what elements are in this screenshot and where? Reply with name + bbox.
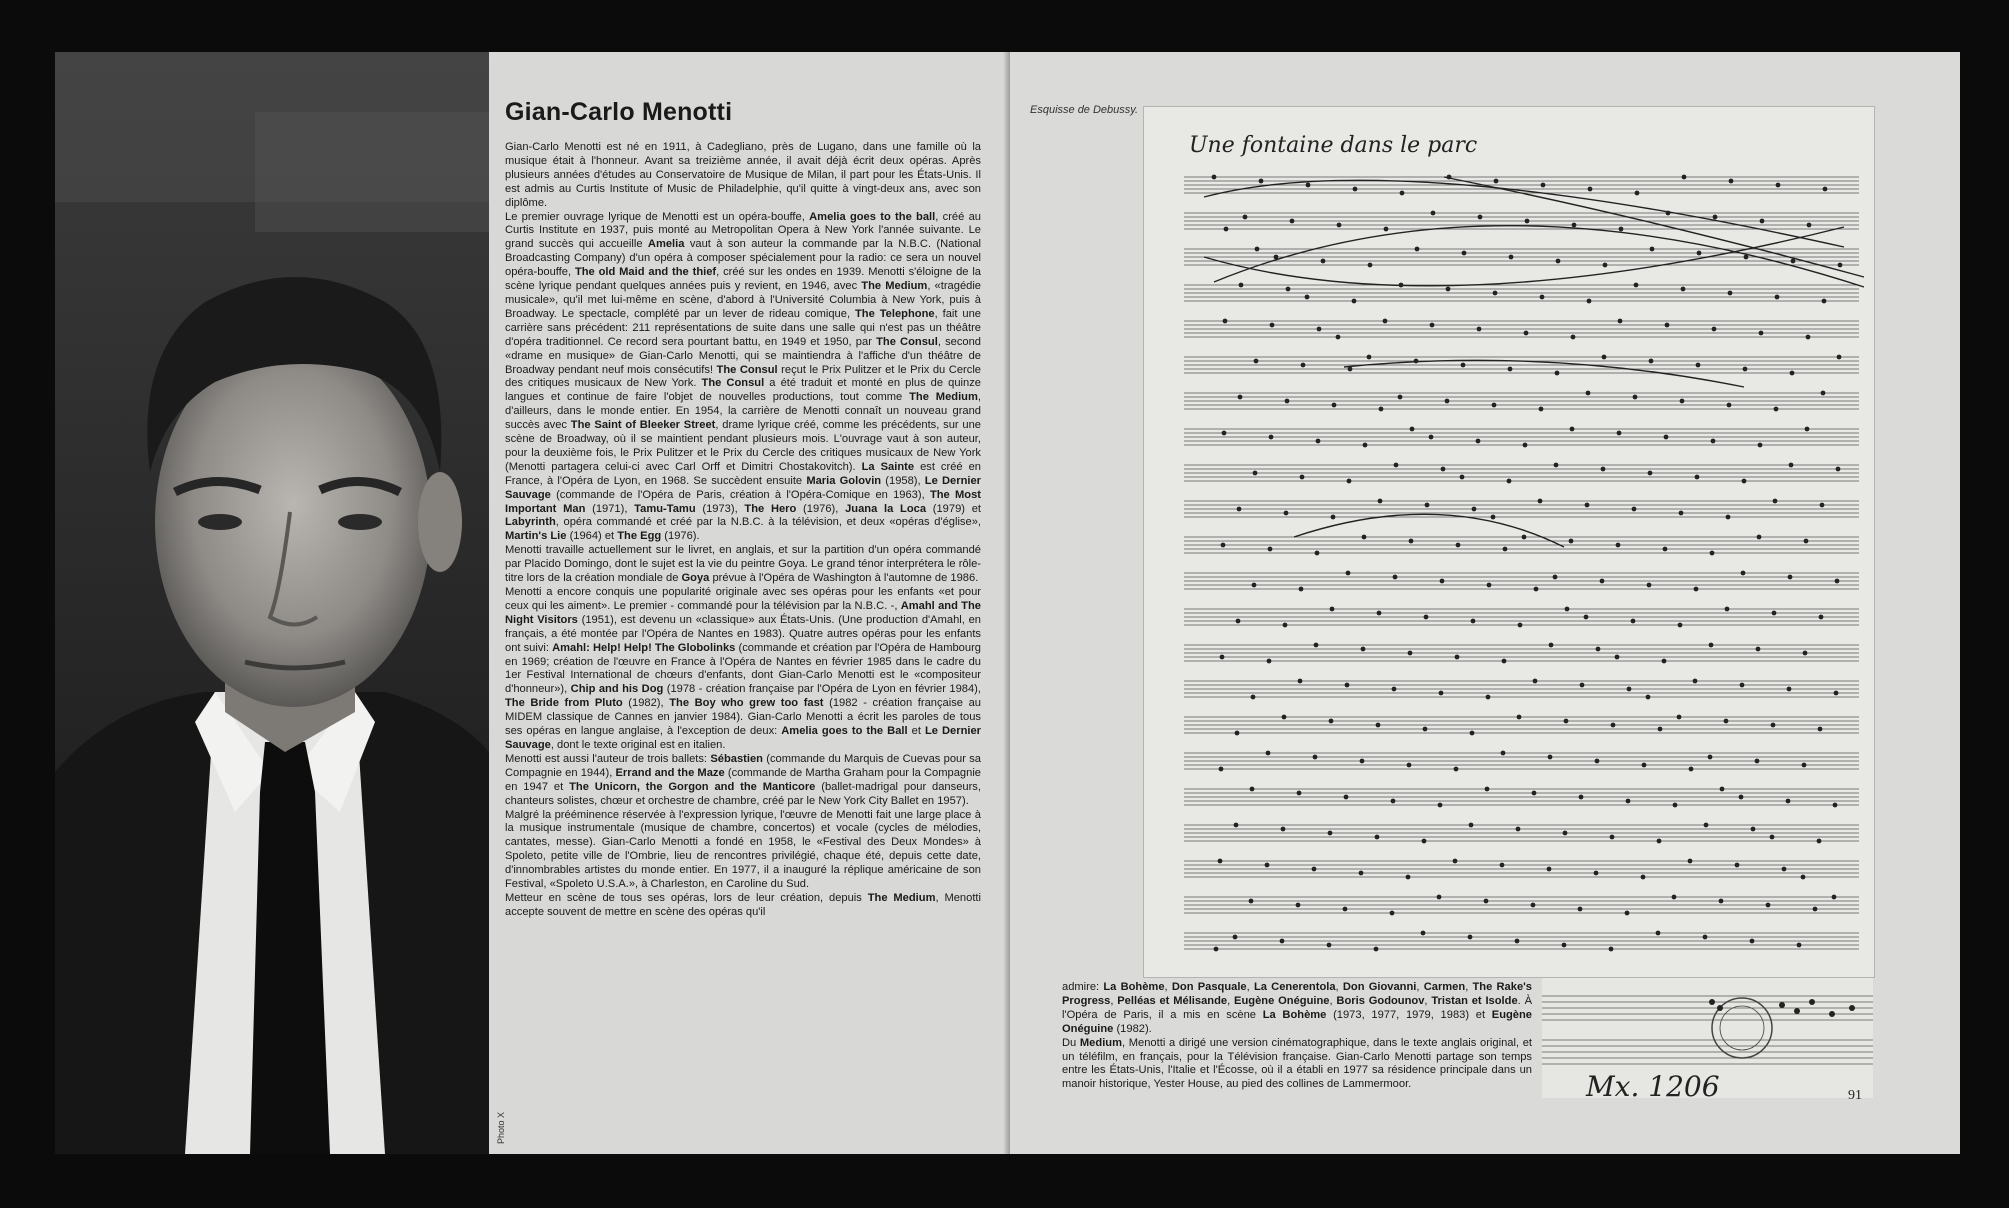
text-run: , «tragédie musicale», qu'il met lui-même en scène, d'abord à l'Université Columbia à New York, puis à Broadway. Le spectacle, complété par un lever de rideau comique, <box>505 280 982 320</box>
text-run: vaut à son auteur la commande par la N.B.C. (National Broadcasting Company) d'un opéra à composer spécialement pour la radio: ce sera un nouvel opéra-bouffe, <box>505 238 982 279</box>
page-number: 91 <box>1848 1088 1862 1103</box>
work-title: The Most Important Man <box>505 488 981 515</box>
text-run: (1982), <box>622 697 670 710</box>
work-title: La Sainte <box>861 460 915 473</box>
work-title: La Cenerentola <box>1253 981 1336 993</box>
work-title: Amahl and The Night Visitors <box>505 599 981 626</box>
text-run: Metteur en scène de tous ses opéras, lors de leur création, depuis <box>505 891 868 904</box>
text-run: , créé sur les ondes en 1939. Menotti s'éloigne de la scène lyrique pendant quelques années puis y revient, en 1946, avec <box>505 266 981 293</box>
article <box>505 98 981 920</box>
text-run: est créé en France, à l'Opéra de Lyon, en 1968. Se succèdent ensuite <box>505 460 982 487</box>
figure-caption: Esquisse de Debussy. <box>1030 104 1139 116</box>
work-title: Pelléas et Mélisande <box>1117 994 1228 1007</box>
text-run: reçut le Prix Pulitzer et le Prix du Cercle des critiques musicaux de New York. <box>505 363 981 390</box>
work-title: The Telephone <box>854 307 935 320</box>
text-run: , d'ailleurs, dans le monde entier. En 1954, la carrière de Menotti connaît un nouveau grand succès avec <box>505 391 981 432</box>
work-title: Le Dernier Sauvage <box>505 725 981 751</box>
work-title: Goya <box>681 572 710 585</box>
work-title: Tamu-Tamu <box>634 502 696 515</box>
article-continuation <box>1062 981 1532 1092</box>
work-title: The Consul <box>716 363 778 376</box>
text-run: , Menotti a dirigé une version cinématographique, dans le texte anglais original, et un téléfilm, en français, pour la Télévision française. Gian-Carlo Menotti partage son temps entre les États-Unis, l'Italie et l'Écosse, où il a établi en 1977 sa résidence principale dans un manoir historique, Yester House, au pied des collines de Lammermoor. <box>1062 1036 1532 1091</box>
text-run: , fait une carrière sans précédent: 211 représentations de suite dans une salle qui n'est pas un théâtre d'opéra traditionnel. Ce record sera pourtant battu, en 1949 et 1950, par <box>505 307 981 348</box>
text-run: (commande et création par l'Opéra de Hambourg en 1969; création de l'œuvre en France à l'Opéra de Nantes en février 1985 dans le cadre du 1er Festival International de chœurs d'enfants, dont Gian-Carlo Menotti est le «compositeur d'honneur»), <box>505 641 981 696</box>
text-run: (1973), <box>695 502 745 515</box>
work-title: The Consul <box>876 335 938 348</box>
work-title: The Bride from Pluto <box>505 697 623 710</box>
text-run: (1973, 1977, 1979, 1983) et <box>1326 1008 1492 1021</box>
work-title: Martin's Lie <box>505 530 567 543</box>
text-run: (commande de l'Opéra de Paris, création à l'Opéra-Comique en 1963), <box>550 488 930 501</box>
text-run: et <box>907 725 925 738</box>
work-title: The Hero <box>744 502 797 515</box>
manuscript-title: Une fontaine dans le parc <box>1189 133 1478 158</box>
text-run: (1976). <box>661 530 700 543</box>
text-run: (1976), <box>796 502 846 515</box>
work-title: Eugène Onéguine <box>1062 1008 1533 1035</box>
portrait-photo <box>55 52 489 1154</box>
text-run: (1971), <box>585 502 635 515</box>
text-run: (commande du Marquis de Cuevas pour sa Compagnie en 1944), <box>505 752 981 779</box>
work-title: Amelia <box>647 238 685 251</box>
article-paragraph <box>505 211 981 545</box>
text-run: (1982). <box>1113 1022 1152 1035</box>
photo-credit: Photo X <box>496 1112 506 1145</box>
text-run: Menotti est aussi l'auteur de trois ballets: <box>505 752 711 765</box>
magazine-spread <box>55 52 1960 1154</box>
work-title: Amahl: Help! Help! The Globolinks <box>552 641 736 654</box>
work-title: The Egg <box>617 530 662 543</box>
manuscript-illustration <box>1144 107 1874 977</box>
text-run: , <box>1465 981 1473 993</box>
text-run: , opéra commandé et créé par la N.B.C. à la télévision, et deux «opéras d'église», <box>555 516 981 529</box>
portrait-illustration <box>55 52 489 1154</box>
text-run: , <box>1110 994 1118 1007</box>
text-run: Menotti a encore conquis une popularité originale avec ses opéras pour les enfants «et pour ceux qui les aiment». Le premier - commandé pour la télévision par la N.B.C. -, <box>505 586 981 612</box>
text-run: , créé au Curtis Institute en 1937, puis monté au Metropolitan Opera à New York l'année suivante. Le grand succès qui accueille <box>505 210 981 251</box>
work-title: Tristan et Isolde <box>1431 994 1518 1007</box>
text-run: Menotti travaille actuellement sur le livret, en anglais, et sur la partition d'un opéra commandé par Placido Domingo, dont le sujet est la vie du peintre Goya. Le grand ténor interprétera le rôle-titre lors de la création mondiale de <box>505 544 981 585</box>
work-title: The old Maid and the thief <box>574 266 717 279</box>
text-run: (1982 - création française au MIDEM classique de Cannes en janvier 1984). Gian-Carlo Menotti a écrit les paroles de tous ses opéras en langue anglaise, à l'exception de deux: <box>505 697 981 738</box>
work-title: Labyrinth <box>505 516 556 529</box>
work-title: The Medium <box>861 280 928 293</box>
work-title: Chip and his Dog <box>570 683 664 696</box>
text-run: admire: <box>1062 981 1104 993</box>
text-run: , dont le texte original est en italien. <box>550 738 726 751</box>
article-paragraph <box>505 141 981 211</box>
text-run: . À l'Opéra de Paris, il a mis en scène <box>1062 994 1533 1021</box>
text-run: , <box>1335 981 1343 993</box>
work-title: The Unicorn, the Gorgon and the Manticore <box>569 780 816 793</box>
work-title: The Saint of Bleeker Street <box>570 419 716 432</box>
article-paragraph <box>505 586 981 753</box>
work-title: The Rake's Progress <box>1062 981 1532 1007</box>
text-run: prévue à l'Opéra de Washington à l'automne de 1986. <box>709 572 979 585</box>
text-run: , <box>1416 981 1424 993</box>
text-run: a été traduit et monté en plus de quinze langues et continue de faire l'objet de nouvelles productions, tout comme <box>505 377 981 404</box>
text-run: , second «drame en musique» de Gian-Carlo Menotti, qui se maintiendra à l'affiche d'un théâtre de Broadway pendant neuf mois consécutifs! <box>505 335 981 376</box>
work-title: Eugène Onéguine <box>1234 994 1330 1007</box>
text-run: (1964) et <box>566 530 618 543</box>
article-paragraph <box>505 544 981 586</box>
text-run: Gian-Carlo Menotti est né en 1911, à Cadegliano, près de Lugano, dans une famille où la musique était à l'honneur. Avant sa treizième année, il avait déjà écrit deux opéras. Après plusieurs années d'études au Conservatoire de Musique de Milan, il part pour les États-Unis. Il est admis au Curtis Institute of Music de Philadelphie, qu'il quitte à vingt-deux ans, avec son diplôme. <box>505 141 981 209</box>
work-title: Sébastien <box>710 752 763 765</box>
text-run: (1951), est devenu un «classique» aux États-Unis. (Une production d'Amahl, en français, a été montée par l'Opéra de Nantes en 1983). Quatre autres opéras pour les enfants ont suivi: <box>505 613 981 654</box>
work-title: Le Dernier Sauvage <box>505 474 982 501</box>
work-title: Maria Golovin <box>806 474 882 487</box>
article-body <box>505 141 981 920</box>
work-title: La Bohème <box>1103 981 1165 993</box>
text-run: , <box>1424 994 1432 1007</box>
work-title: Medium <box>1079 1036 1122 1049</box>
text-run: (1979) et <box>926 502 981 515</box>
text-run: , <box>1329 994 1337 1007</box>
work-title: Carmen <box>1423 981 1466 993</box>
work-title: The Medium <box>867 891 936 904</box>
text-run: (ballet-madrigal pour danseurs, chanteurs solistes, chœur et orchestre de chambre, créé par le New York City Ballet en 1957). <box>505 780 981 807</box>
work-title: Errand and the Maze <box>615 766 725 779</box>
article-title: Gian-Carlo Menotti <box>505 98 733 126</box>
work-title: La Bohème <box>1262 1008 1327 1021</box>
text-run: Du <box>1062 1036 1077 1049</box>
text-run: Malgré la prééminence réservée à l'expression lyrique, l'œuvre de Menotti fait une large place à la musique instrumentale (musique de chambre, concertos) et vocale (cycles de mélodies, cantates, messe). Gian-Carlo Menotti a fondé en 1958, le «Festival des Deux Mondes» à Spoleto, petite ville de l'Ombrie, lieu de rencontres privilégié, chaque été, depuis cette date, d'innombrables artistes du monde entier. En 1977, il a inauguré la réplique américaine de son Festival, «Spoleto U.S.A.», à Charleston, en Caroline du Sud. <box>505 808 981 891</box>
article-paragraph <box>505 892 981 920</box>
text-run: (commande de Martha Graham pour la Compagnie en 1947 et <box>505 766 981 793</box>
work-title: Boris Godounov <box>1336 994 1425 1007</box>
work-title: Juana la Loca <box>845 502 927 515</box>
debussy-manuscript <box>1143 106 1875 978</box>
work-title: The Boy who grew too fast <box>669 697 824 710</box>
text-run: , <box>1227 994 1235 1007</box>
work-title: Don Pasquale <box>1171 981 1247 993</box>
text-run: , <box>1246 981 1254 993</box>
text-run: (1978 - création française par l'Opéra de Lyon en février 1984), <box>663 683 981 696</box>
right-page <box>1010 52 1960 1154</box>
work-title: Don Giovanni <box>1342 981 1417 993</box>
work-title: Amelia goes to the Ball <box>781 725 908 738</box>
work-title: The Consul <box>701 377 765 390</box>
work-title: The Medium <box>909 391 978 404</box>
text-run: Le premier ouvrage lyrique de Menotti est un opéra-bouffe, <box>505 210 810 223</box>
article-paragraph <box>505 809 981 892</box>
text-run: , Menotti accepte souvent de mettre en scène des opéras qu'il <box>505 891 981 918</box>
text-run: , drame lyrique créé, comme les précédents, sur une scène de Broadway, où il se maintient pendant plusieurs mois. L'ouvrage vaut à son auteur, pour la deuxième fois, le Prix Pulitzer et le Prix du Cercle des critiques musicaux de New York (Menotti partagera celui-ci avec Carl Orff et Dimitri Chostakovitch). <box>505 419 981 473</box>
text-run: (1958), <box>881 474 925 487</box>
article-paragraph <box>505 753 981 809</box>
work-title: Amelia goes to the ball <box>809 210 936 223</box>
text-run: , <box>1164 981 1172 993</box>
handwritten-shelfmark: Mx. 1206 <box>1586 1070 1720 1103</box>
left-page <box>55 52 1010 1154</box>
